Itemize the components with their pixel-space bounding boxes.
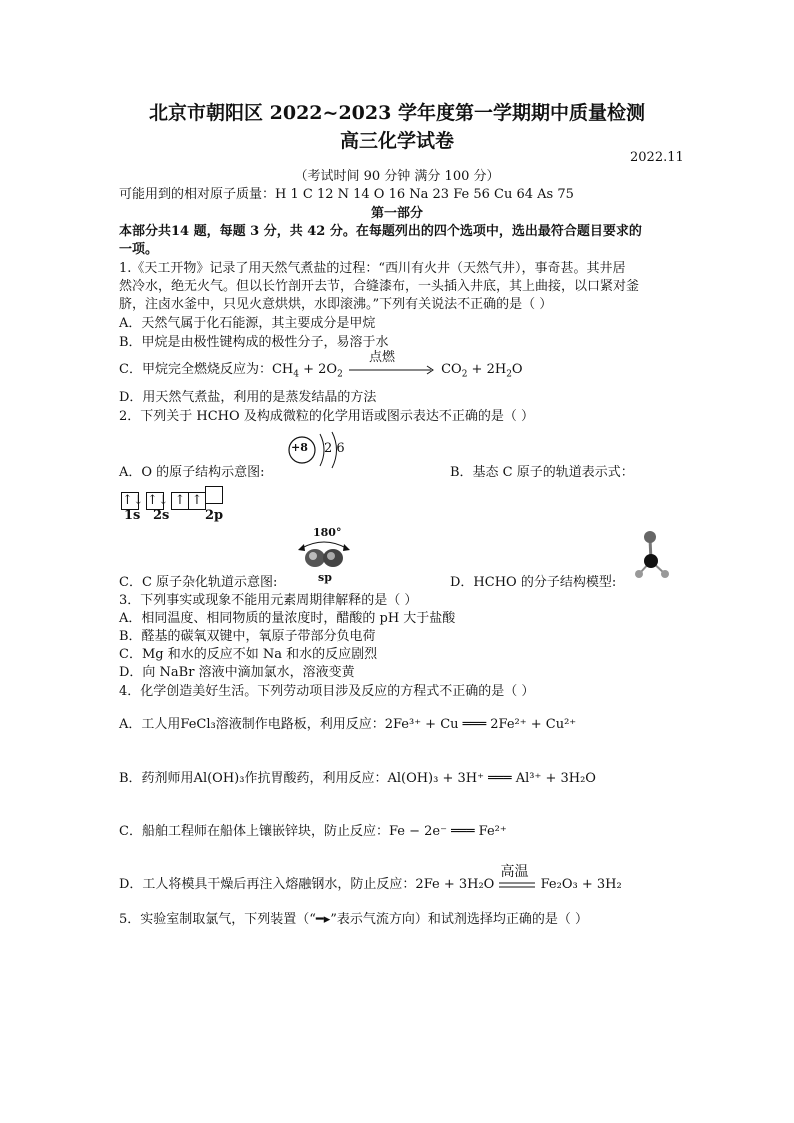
hybrid-angle: 180° — [313, 526, 342, 539]
q4-option-d — [119, 863, 622, 892]
q4-option-c: C．船舶工程师在船体上镶嵌锌块，防止反应：Fe − 2e⁻ ═══ Fe²⁺ — [119, 824, 507, 839]
sp-hybrid-orbital-diagram — [294, 538, 354, 572]
q3-option-b: B．醛基的碳氧双键中，氧原子带部分负电荷 — [119, 629, 376, 644]
q2-stem: 2．下列关于 HCHO 及构成微粒的化学用语或图示表达不正确的是（ ） — [119, 409, 534, 424]
reaction-condition: 点燃 — [368, 349, 395, 365]
atom-shells: 2 6 — [324, 441, 345, 456]
equals-high-temp — [498, 863, 536, 890]
part-heading: 第一部分 — [370, 206, 423, 221]
orbital-2p-1: ↑ — [171, 492, 189, 510]
reaction-arrow — [347, 349, 437, 375]
q1-option-d: D．用天然气煮盐，利用的是蒸发结晶的方法 — [119, 390, 377, 405]
orbital-label-1s: 1s — [124, 508, 141, 523]
orbital-label-2s: 2s — [153, 508, 170, 523]
q4-option-a: A．工人用FeCl₃溶液制作电路板，利用反应：2Fe³⁺ + Cu ═══ 2Fe²⁺ + Cu²⁺ — [119, 717, 577, 732]
q2-option-d: D．HCHO 的分子结构模型: — [450, 575, 617, 590]
q4-stem: 4．化学创造美好生活。下列劳动项目涉及反应的方程式不正确的是（ ） — [119, 684, 535, 699]
q1-option-b: B．甲烷是由极性键构成的极性分子，易溶于水 — [119, 335, 389, 350]
q1-stem-1: 1.《天工开物》记录了用天然气煮盐的过程：“西川有火井（天然气井），事奇甚。其井居 — [119, 261, 626, 276]
orbital-1s: ↑↓ — [122, 493, 144, 508]
q4-option-d-suffix: Fe₂O₃ + 3H₂ — [540, 877, 622, 892]
exam-subtitle: 高三化学试卷 — [339, 130, 454, 152]
q1-option-a: A．天然气属于化石能源，其主要成分是甲烷 — [119, 316, 376, 331]
hybrid-label: sp — [318, 571, 332, 584]
arrow-icon — [347, 365, 437, 375]
q3-option-c: C．Mg 和水的反应不如 Na 和水的反应剧烈 — [119, 647, 378, 662]
orbital-diagram — [121, 486, 222, 510]
q5-stem: 5．实验室制取氯气，下列装置（“━▸”表示气流方向）和试剂选择均正确的是（ ） — [119, 912, 589, 927]
atomic-masses: 可能用到的相对原子质量：H 1 C 12 N 14 O 16 Na 23 Fe 56 Cu 64 As 75 — [119, 187, 574, 202]
double-line-icon — [498, 880, 536, 890]
q1-stem-3: 脐，注卤水釜中，只见火意烘烘，水即滚沸。”下列有关说法不正确的是（ ） — [119, 297, 553, 312]
q2-option-c: C．C 原子杂化轨道示意图: — [119, 575, 278, 590]
q4-option-b: B．药剂师用Al(OH)₃作抗胃酸药，利用反应：Al(OH)₃ + 3H⁺ ═══ Al³⁺ + 3H₂O — [119, 771, 596, 786]
exam-date: 2022.11 — [630, 150, 684, 165]
q1-stem-2: 然冷水，绝无火气。但以长竹剖开去节，合缝漆布，一头插入井底，其上曲接，以口紧对釜 — [119, 279, 640, 294]
part-instructions-1: 本部分共14 题，每题 3 分，共 42 分。在每题列出的四个选项中，选出最符合题目要求的 — [119, 224, 642, 239]
orbital-2p-2: ↑ — [188, 492, 206, 510]
reaction-condition-high-temp: 高温 — [500, 863, 529, 880]
hcho-molecule-model — [634, 528, 674, 580]
exam-info: （考试时间 90 分钟 满分 100 分） — [294, 169, 500, 184]
q3-option-d: D．向 NaBr 溶液中滴加氯水，溶液变黄 — [119, 665, 355, 680]
orbital-label-2p: 2p — [205, 508, 224, 523]
q1-option-c-prefix: C．甲烷完全燃烧反应为：CH — [119, 362, 294, 377]
q3-stem: 3．下列事实或现象不能用元素周期律解释的是（ ） — [119, 593, 418, 608]
orbital-2p-3 — [205, 486, 223, 504]
q1-option-c: C．甲烷完全燃烧反应为：$CH_4 + 2O_2$ 点燃 $CO_2 + 2H_2O$ — [119, 358, 523, 380]
exam-title: 北京市朝阳区 2022~2023 学年度第一学期期中质量检测 — [149, 102, 645, 124]
atom-nucleus: +8 — [291, 441, 308, 454]
orbital-2s: ↑↓ — [147, 493, 169, 508]
q2-option-a: A．O 的原子结构示意图: — [119, 465, 265, 480]
part-instructions-2: 一项。 — [119, 242, 159, 257]
q4-option-d-prefix: D．工人将模具干燥后再注入熔融钢水，防止反应：2Fe + 3H₂O — [119, 877, 495, 892]
q3-option-a: A．相同温度、相同物质的量浓度时，醋酸的 pH 大于盐酸 — [119, 611, 456, 626]
q2-option-b: B．基态 C 原子的轨道表示式： — [450, 465, 634, 480]
